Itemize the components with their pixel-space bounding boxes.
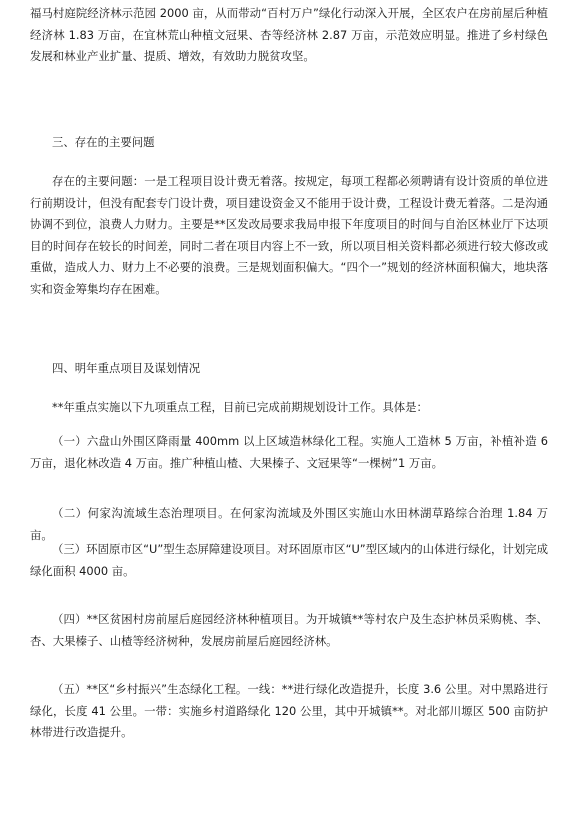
plan-item-4: （四）**区贫困村房前屋后庭园经济林种植项目。为开城镇**等村农户及生态护林员采购桃、李、杏、大果榛子、山楂等经济树种，发展房前屋后庭园经济林。 <box>30 612 548 648</box>
plans-overview-paragraph: **年重点实施以下九项重点工程，目前已完成前期规划设计工作。具体是： <box>52 400 428 414</box>
problems-paragraph: 存在的主要问题：一是工程项目设计费无着落。按规定，每项工程都必须聘请有设计资质的单位进行前期设计，但没有配套专门设计费，项目建设资金又不能用于设计费，工程设计费无着落。二是沟通协调不到位，浪费人力财力。主要是**区发改局要求我局申报下年度项目的时间与自治区林业厅下达项目的时间存在较长的时间差，同时二者在项目内容上不一致，所以项目相关资料都必须进行较大修改或重做，造成人力、财力上不必要的浪费。三是规划面积偏大。“四个一”规划的经济林面积偏大，地块落实和资金筹集均存在困难。 <box>30 174 548 296</box>
plan-item-2: （二）何家沟流域生态治理项目。在何家沟流域及外围区实施山水田林湖草路综合治理 1.84 万亩。 <box>30 506 548 542</box>
section-heading-plans: 四、明年重点项目及谋划情况 <box>52 361 201 375</box>
intro-paragraph: 福马村庭院经济林示范园 2000 亩，从而带动“百村万户”绿化行动深入开展，全区农户在房前屋后种植经济林 1.83 万亩，在宜林荒山种植文冠果、杏等经济林 2.87 万亩，示范效应明显。推进了乡村绿色发展和林业产业扩量、提质、增效，有效助力脱贫攻坚。 <box>30 6 548 63</box>
plan-item-3: （三）环固原市区“U”型生态屏障建设项目。对环固原市区“U”型区域内的山体进行绿化，计划完成绿化面积 4000 亩。 <box>30 542 548 578</box>
plan-item-5: （五）**区“乡村振兴”生态绿化工程。一线：**进行绿化改造提升，长度 3.6 公里。对中黑路进行绿化，长度 41 公里。一带：实施乡村道路绿化 120 公里，其中开城镇**。对北部川塬区 500 亩防护林带进行改造提升。 <box>30 682 548 739</box>
section-heading-problems: 三、存在的主要问题 <box>52 135 155 149</box>
plan-item-1: （一）六盘山外围区降雨量 400mm 以上区域造林绿化工程。实施人工造林 5 万亩，补植补造 6 万亩，退化林改造 4 万亩。推广种植山楂、大果榛子、文冠果等“一棵树”1 万亩。 <box>30 434 548 470</box>
